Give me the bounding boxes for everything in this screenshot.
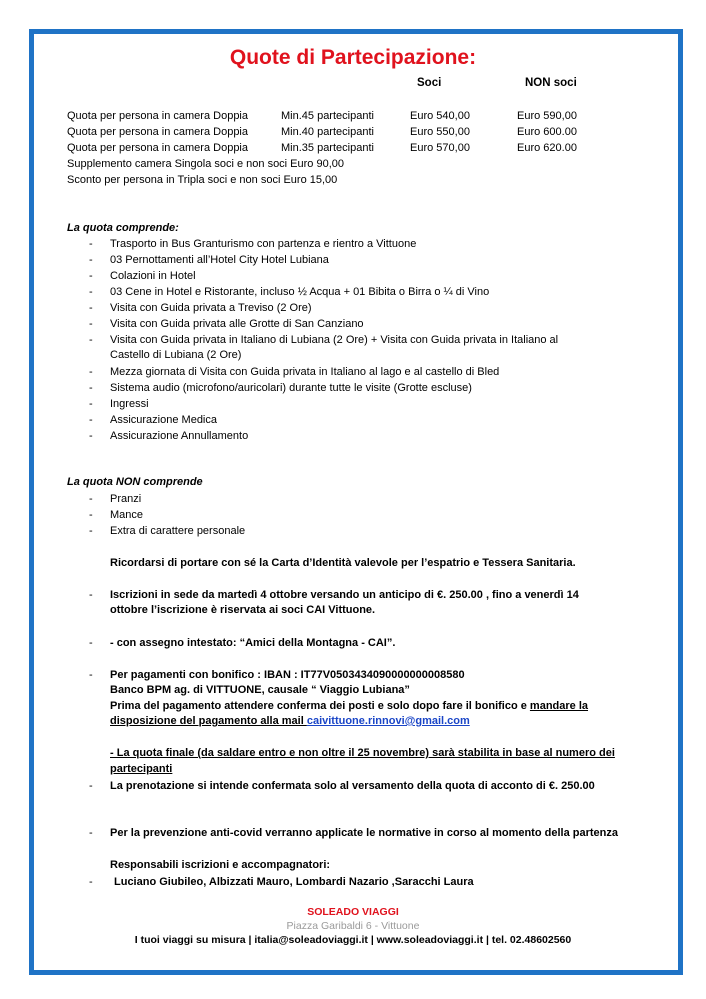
bank-transfer-instructions-text: Prima del pagamento attendere conferma dei posti e solo dopo fare il bonifico e — [110, 700, 530, 712]
bullet-dash: - — [89, 589, 93, 601]
includes-item: Ingressi — [110, 398, 149, 410]
price-row-min: Min.40 partecipanti — [281, 126, 374, 138]
bullet-dash: - — [89, 493, 93, 505]
price-row-label: Quota per persona in camera Doppia — [67, 126, 248, 138]
enrollment-note-continuation: ottobre l’iscrizione è riservata ai soci CAI Vittuone. — [110, 604, 376, 616]
single-room-supplement: Supplemento camera Singola soci e non soci Euro 90,00 — [67, 158, 345, 170]
bullet-dash: - — [89, 382, 93, 394]
final-quota-note: - La quota finale (da saldare entro e non oltre il 25 novembre) sarà stabilita in base al numero dei — [110, 747, 615, 759]
footer-contact: I tuoi viaggi su misura | italia@soleadoviaggi.it | www.soleadoviaggi.it | tel. 02.48602560 — [134, 934, 572, 946]
includes-item: Sistema audio (microfono/auricolari) durante tutte le visite (Grotte escluse) — [110, 382, 472, 394]
bank-transfer-email-prefix: disposizione del pagamento alla mail — [110, 715, 307, 727]
bullet-dash: - — [89, 270, 93, 282]
bullet-dash: - — [89, 525, 93, 537]
excludes-heading: La quota NON comprende — [67, 476, 203, 488]
price-row-soci: Euro 550,00 — [410, 126, 470, 138]
bullet-dash: - — [89, 827, 93, 839]
footer-brand: SOLEADO VIAGGI — [307, 906, 399, 918]
bullet-dash: - — [89, 876, 93, 888]
includes-item: 03 Pernottamenti all’Hotel City Hotel Lubiana — [110, 254, 329, 266]
includes-item: Mezza giornata di Visita con Guida privata in Italiano al lago e al castello di Bled — [110, 366, 500, 378]
excludes-item: Pranzi — [110, 493, 142, 505]
price-row-non-soci: Euro 620.00 — [517, 142, 577, 154]
includes-item-continuation: Castello di Lubiana (2 Ore) — [110, 349, 242, 361]
price-row-non-soci: Euro 600.00 — [517, 126, 577, 138]
price-row-label: Quota per persona in camera Doppia — [67, 110, 248, 122]
price-row-label: Quota per persona in camera Doppia — [67, 142, 248, 154]
price-row-non-soci: Euro 590,00 — [517, 110, 577, 122]
bullet-dash: - — [89, 334, 93, 346]
bullet-dash: - — [89, 637, 93, 649]
bullet-dash: - — [89, 238, 93, 250]
footer-address: Piazza Garibaldi 6 - Vittuone — [286, 920, 420, 932]
bullet-dash: - — [89, 286, 93, 298]
bullet-dash: - — [89, 302, 93, 314]
bullet-dash: - — [89, 430, 93, 442]
column-header-soci: Soci — [417, 77, 442, 89]
cheque-note: - con assegno intestato: “Amici della Montagna - CAI”. — [110, 637, 396, 649]
page-title: Quote di Partecipazione: — [229, 46, 477, 69]
excludes-item: Mance — [110, 509, 144, 521]
includes-item: Assicurazione Annullamento — [110, 430, 249, 442]
bank-transfer-bank: Banco BPM ag. di VITTUONE, causale “ Viaggio Lubiana” — [110, 684, 410, 696]
bullet-dash: - — [89, 254, 93, 266]
bullet-dash: - — [89, 366, 93, 378]
bullet-dash: - — [89, 780, 93, 792]
bank-transfer-instructions-underlined: mandare la — [529, 700, 589, 712]
includes-item: Visita con Guida privata in Italiano di Lubiana (2 Ore) + Visita con Guida privata in Italiano al — [110, 334, 559, 346]
bullet-dash: - — [89, 669, 93, 681]
includes-item: Assicurazione Medica — [110, 414, 217, 426]
final-quota-note-continuation: partecipanti — [110, 763, 173, 775]
includes-heading: La quota comprende: — [67, 222, 179, 234]
bullet-dash: - — [89, 318, 93, 330]
price-row-min: Min.45 partecipanti — [281, 110, 374, 122]
column-header-non-soci: NON soci — [525, 77, 577, 89]
email-link[interactable]: caivittuone.rinnovi@gmail.com — [306, 715, 470, 727]
includes-item: Colazioni in Hotel — [110, 270, 196, 282]
price-row-soci: Euro 540,00 — [410, 110, 470, 122]
price-row-min: Min.35 partecipanti — [281, 142, 374, 154]
responsible-names: Luciano Giubileo, Albizzati Mauro, Lombardi Nazario ,Saracchi Laura — [114, 876, 474, 888]
enrollment-note: Iscrizioni in sede da martedì 4 ottobre versando un anticipo di €. 250.00 , fino a venerdì 14 — [110, 589, 579, 601]
bank-transfer-instructions — [110, 699, 588, 713]
covid-note: Per la prevenzione anti-covid verranno applicate le normative in corso al momento della partenza — [110, 827, 618, 839]
documents-note: Ricordarsi di portare con sé la Carta d’Identità valevole per l’espatrio e Tessera Sanitaria. — [110, 557, 576, 569]
price-row-soci: Euro 570,00 — [410, 142, 470, 154]
includes-item: 03 Cene in Hotel e Ristorante, incluso ½ Acqua + 01 Bibita o Birra o ¼ di Vino — [110, 286, 490, 298]
includes-item: Visita con Guida privata alle Grotte di San Canziano — [110, 318, 364, 330]
includes-item: Trasporto in Bus Granturismo con partenza e rientro a Vittuone — [110, 238, 417, 250]
booking-note: La prenotazione si intende confermata solo al versamento della quota di acconto di €. 250.00 — [110, 780, 595, 792]
excludes-item: Extra di carattere personale — [110, 525, 246, 537]
triple-room-discount: Sconto per persona in Tripla soci e non soci Euro 15,00 — [67, 174, 338, 186]
responsible-heading: Responsabili iscrizioni e accompagnatori: — [110, 859, 331, 871]
bullet-dash: - — [89, 398, 93, 410]
bank-transfer-email-line — [110, 714, 470, 728]
bullet-dash: - — [89, 509, 93, 521]
includes-item: Visita con Guida privata a Treviso (2 Ore) — [110, 302, 312, 314]
bullet-dash: - — [89, 414, 93, 426]
bank-transfer-iban: Per pagamenti con bonifico : IBAN : IT77V0503434090000000008580 — [110, 669, 465, 681]
